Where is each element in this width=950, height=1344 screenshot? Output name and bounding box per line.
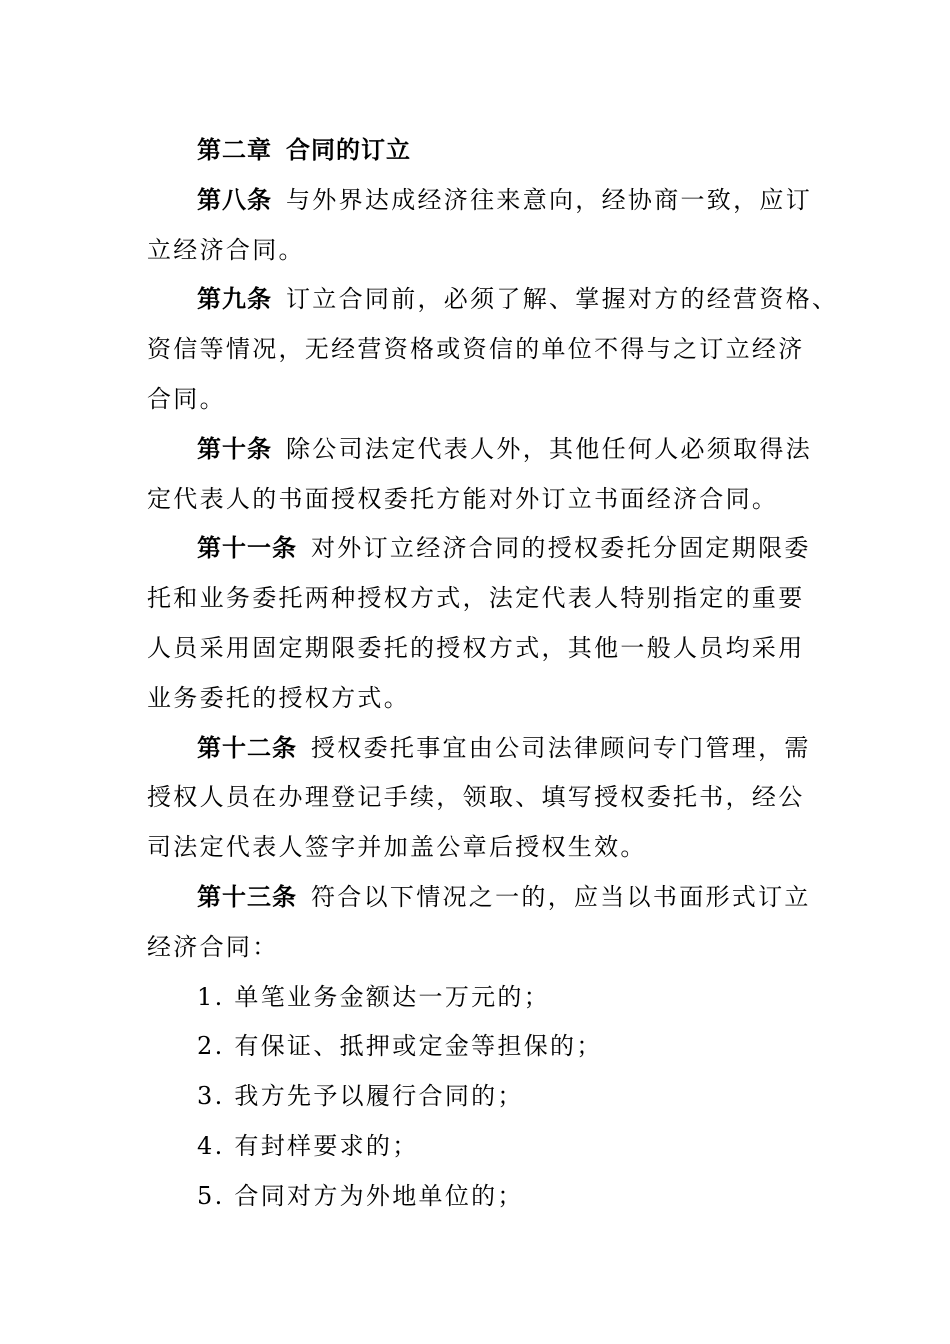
text-line xyxy=(147,524,817,574)
article-text: 授权委托事宜由公司法律顾问专门管理，需 xyxy=(311,733,811,762)
article-paragraph xyxy=(147,275,839,424)
text-line xyxy=(147,624,817,674)
article-label: 第十一条 xyxy=(197,534,297,563)
document-page xyxy=(147,126,839,1222)
text-line xyxy=(147,873,817,923)
article-label: 第八条 xyxy=(197,185,272,214)
article-text: 订立合同前，必须了解、掌握对方的经营资格、 xyxy=(286,285,839,314)
list-item: 1. 单笔业务金额达一万元的； xyxy=(197,982,551,1011)
text-line xyxy=(147,823,817,873)
article-text: 资信等情况，无经营资格或资信的单位不得与之订立经济 xyxy=(147,335,805,364)
article-label: 第十条 xyxy=(197,434,272,463)
list-item: 2. 有保证、抵押或定金等担保的； xyxy=(197,1032,603,1061)
text-line xyxy=(147,475,817,525)
list-item: 3. 我方先予以履行合同的； xyxy=(197,1082,524,1111)
text-line xyxy=(147,275,839,325)
articles xyxy=(147,176,839,973)
article-text: 授权人员在办理登记手续，领取、填写授权委托书，经公 xyxy=(147,783,805,812)
article-text: 定代表人的书面授权委托方能对外订立书面经济合同。 xyxy=(147,484,779,513)
article-text: 除公司法定代表人外，其他任何人必须取得法 xyxy=(286,434,812,463)
article-text: 符合以下情况之一的，应当以书面形式订立 xyxy=(311,882,811,911)
article-paragraph xyxy=(147,724,817,873)
text-line xyxy=(147,574,817,624)
article-text: 业务委托的授权方式。 xyxy=(147,683,410,712)
article-paragraph xyxy=(147,873,817,973)
text-line xyxy=(147,674,817,724)
text-line xyxy=(147,176,817,226)
text-line xyxy=(147,724,817,774)
article-text: 经济合同： xyxy=(147,932,279,961)
text-line xyxy=(147,425,817,475)
article-label: 第九条 xyxy=(197,285,272,314)
article-text: 司法定代表人签字并加盖公章后授权生效。 xyxy=(147,833,647,862)
article-paragraph xyxy=(147,425,817,525)
list-item: 5. 合同对方为外地单位的； xyxy=(197,1181,524,1210)
chapter-heading xyxy=(147,126,817,176)
chapter-title: 合同的订立 xyxy=(286,136,411,164)
text-line xyxy=(147,226,817,276)
chapter-label: 第二章 xyxy=(197,136,272,164)
text-line xyxy=(147,923,817,973)
text-line xyxy=(147,375,817,425)
article-text: 人员采用固定期限委托的授权方式，其他一般人员均采用 xyxy=(147,633,805,662)
article-text: 合同。 xyxy=(147,384,226,413)
text-line xyxy=(147,325,817,375)
article-text: 立经济合同。 xyxy=(147,235,305,264)
conditions-list xyxy=(147,973,817,1222)
article-label: 第十三条 xyxy=(197,882,297,911)
list-item: 4. 有封样要求的； xyxy=(197,1131,419,1160)
article-text: 对外订立经济合同的授权委托分固定期限委 xyxy=(311,534,811,563)
text-line xyxy=(147,773,817,823)
article-paragraph xyxy=(147,524,817,723)
article-paragraph xyxy=(147,176,817,276)
article-text: 托和业务委托两种授权方式，法定代表人特别指定的重要 xyxy=(147,584,805,613)
article-text: 与外界达成经济往来意向，经协商一致，应订 xyxy=(286,185,812,214)
article-label: 第十二条 xyxy=(197,733,297,762)
